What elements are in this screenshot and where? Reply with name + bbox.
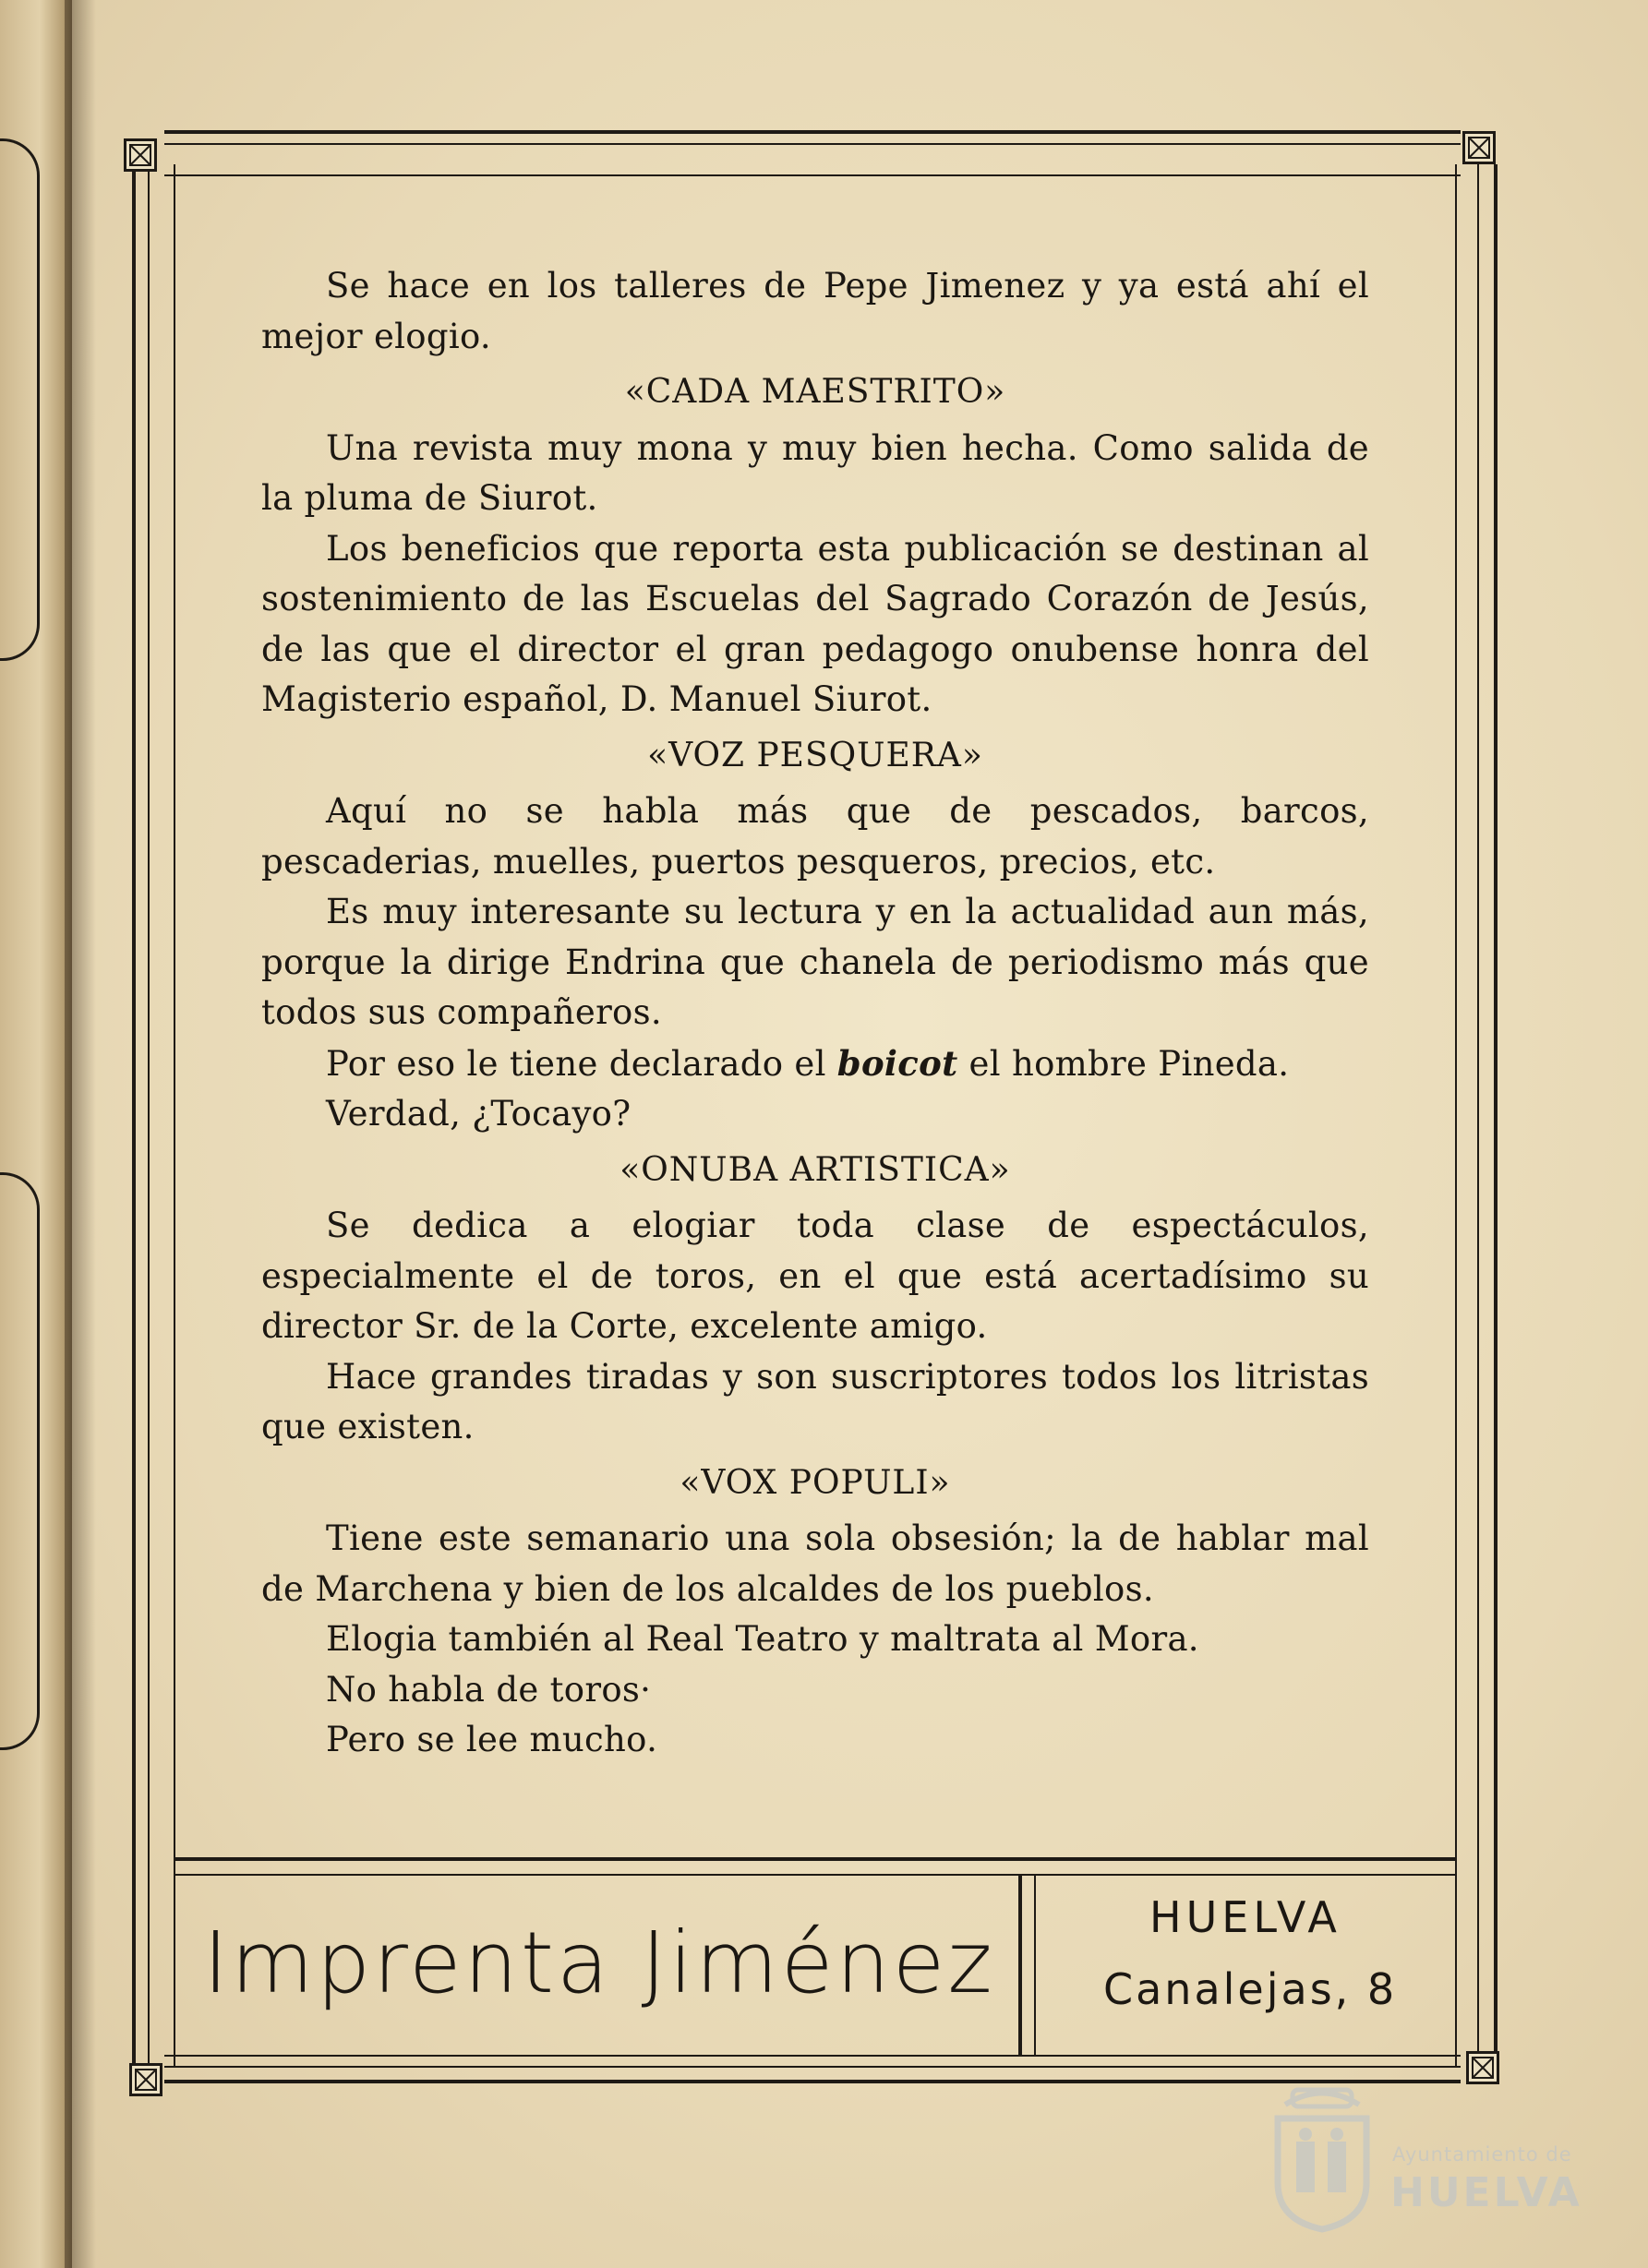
paragraph: Hace grandes tiradas y son suscriptores todos los litristas que existen.: [261, 1356, 1369, 1446]
paragraph: Se dedica a elogiar toda clase de espectáculos, especialmente el de toros, en el que está acertadísimo su director Sr. de la Corte, excelente amigo.: [261, 1206, 1369, 1346]
corner-ornament-icon: [124, 138, 157, 172]
section-heading: «VOX POPULI»: [680, 1463, 951, 1502]
footer-divider: [1018, 1876, 1022, 2057]
corner-ornament-icon: [129, 2063, 162, 2096]
emphasis-text: boicot: [836, 1042, 958, 1084]
footer-rule: [174, 1874, 1457, 1876]
section-heading: «ONUBA ARTISTICA»: [620, 1150, 1011, 1189]
section-heading: «CADA MAESTRITO»: [624, 373, 1006, 411]
frame-line: [164, 174, 1461, 176]
paragraph: Verdad, ¿Tocayo?: [326, 1094, 632, 1134]
footer-rule: [174, 1857, 1457, 1861]
frame-line: [1494, 164, 1498, 2066]
paragraph: Los beneficios que reporta esta publicación se destinan al sostenimiento de las Escuelas del Sagrado Corazón de Jesús, de las que el director el gran pedagogo onubense honra del Magisterio español, D. Manuel Siurot.: [261, 528, 1369, 719]
printer-city: HUELVA: [1149, 1892, 1341, 1942]
paragraph: Aquí no se habla más que de pescados, barcos, pescaderias, muelles, puertos pesqueros, precios, etc.: [261, 791, 1369, 882]
paragraph: Elogia también al Real Teatro y maltrata al Mora.: [326, 1619, 1199, 1659]
frame-line: [132, 164, 136, 2066]
watermark-caption: Ayuntamiento de: [1392, 2143, 1572, 2166]
paragraph: [261, 1038, 1369, 1090]
frame-line: [1455, 164, 1457, 2066]
frame-line: [174, 164, 175, 2066]
paragraph: No habla de toros·: [326, 1669, 652, 1710]
frame-line: [148, 164, 150, 2066]
section-heading: «VOZ PESQUERA»: [647, 736, 983, 774]
footer-divider: [1034, 1876, 1036, 2057]
paragraph: Es muy interesante su lectura y en la actualidad aun más, porque la dirige Endrina que chanela de periodismo más que todos sus compañeros.: [261, 892, 1369, 1032]
article-body: [261, 261, 1369, 1766]
frame-line: [164, 2055, 1461, 2057]
frame-line: [164, 143, 1461, 145]
printer-name: Imprenta Jiménez: [203, 1914, 995, 2012]
corner-ornament-icon: [1462, 131, 1496, 164]
paragraph: Tiene este semanario una sola obsesión; la de hablar mal de Marchena y bien de los alcaldes de los pueblos.: [261, 1518, 1369, 1609]
paragraph-text: el hombre Pineda.: [957, 1043, 1290, 1084]
paragraph: Se hace en los talleres de Pepe Jimenez y ya está ahí el mejor elogio.: [261, 266, 1369, 356]
frame-line: [164, 130, 1461, 134]
paragraph: Una revista muy mona y muy bien hecha. Como salida de la pluma de Siurot.: [261, 427, 1369, 518]
gutter-shadow: [65, 0, 96, 2268]
adjacent-page-edge: [0, 0, 72, 2268]
paragraph: Pero se lee mucho.: [326, 1720, 658, 1759]
frame-line: [1477, 164, 1479, 2066]
adjacent-page-ornament: [0, 1172, 40, 1750]
archive-watermark: [1267, 2077, 1599, 2243]
paragraph-text: Por eso le tiene declarado el: [326, 1043, 837, 1084]
printer-address: Canalejas, 8: [1103, 1964, 1398, 2014]
watermark-city: HUELVA: [1390, 2169, 1582, 2216]
frame-line: [164, 2066, 1461, 2068]
city-shield-icon: [1267, 2077, 1377, 2234]
adjacent-page-ornament: [0, 138, 40, 661]
